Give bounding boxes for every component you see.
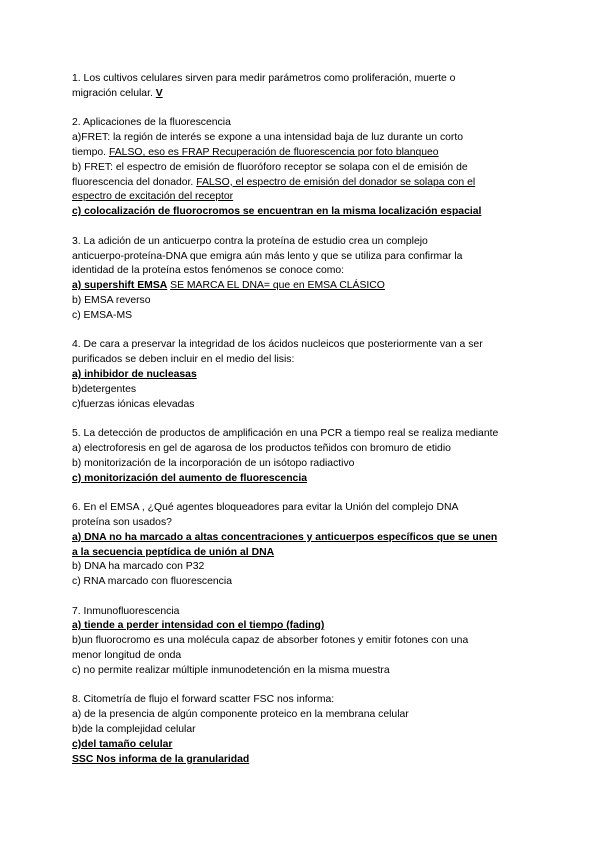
question-8-text: 8. Citometría de flujo el forward scatter FSC nos informa:: [72, 694, 335, 706]
question-2-option-b: b) FRET: el espectro de emisión de fluoróforo receptor se solapa con el de emisión de: [72, 161, 468, 173]
question-8: [72, 693, 532, 767]
question-7-text: 7. Inmunofluorescencia: [72, 605, 180, 617]
question-3-option-a-correct: a) supershift EMSA: [72, 280, 168, 292]
question-3-option-c: c) EMSA-MS: [72, 309, 133, 321]
question-2-title: 2. Aplicaciones de la fluorescencia: [72, 117, 231, 129]
question-1-answer: V: [155, 87, 163, 99]
question-5-text: 5. La detección de productos de amplificación en una PCR a tiempo real se realiza mediante: [72, 428, 499, 440]
question-2-option-a-note: FALSO, eso es FRAP Recuperación de fluorescencia por foto blanqueo: [108, 146, 439, 158]
question-2-option-b-cont: fluorescencia del donador.: [72, 176, 194, 188]
question-7-option-b: b)un fluorocromo es una molécula capaz de absorber fotones y emitir fotones con una: [72, 635, 469, 647]
question-7: [72, 605, 532, 679]
question-8-option-a: a) de la presencia de algún componente proteico en la membrana celular: [72, 709, 409, 721]
question-2: [72, 116, 532, 220]
question-8-option-c-correct: c)del tamaño celular: [72, 738, 173, 750]
question-2-option-c-correct: c) colocalización de fluorocromos se encuentran en la misma localización espacial: [72, 206, 482, 218]
question-6-option-a-correct-cont: a la secuencia peptídica de unión al DNA: [72, 546, 275, 558]
question-6-text-2: proteína son usados?: [72, 516, 172, 528]
question-7-option-c: c) no permite realizar múltiple inmunodetención en la misma muestra: [72, 664, 390, 676]
question-7-option-b-cont: menor longitud de onda: [72, 650, 182, 662]
question-1: [72, 72, 532, 102]
question-1-text-cont: migración celular.: [72, 87, 153, 99]
question-3-option-a-note: SE MARCA EL DNA= que en EMSA CLÁSICO: [170, 280, 385, 292]
question-8-note: SSC Nos informa de la granularidad: [72, 753, 250, 765]
question-3-text: 3. La adición de un anticuerpo contra la proteína de estudio crea un complejo: [72, 235, 428, 247]
question-6-text: 6. En el EMSA , ¿Qué agentes bloqueadores para evitar la Unión del complejo DNA: [72, 502, 459, 514]
question-6-option-b: b) DNA ha marcado con P32: [72, 561, 205, 573]
question-6-option-a-correct: a) DNA no ha marcado a altas concentraciones y anticuerpos específicos que se unen: [72, 531, 498, 543]
question-2-option-b-note-cont: espectro de excitación del receptor: [72, 191, 234, 203]
question-6: [72, 501, 532, 590]
question-3-text-3: identidad de la proteína estos fenómenos se conoce como:: [72, 265, 345, 277]
question-2-option-a: a)FRET: la región de interés se expone a una intensidad baja de luz durante un corto: [72, 132, 464, 144]
question-7-option-a-correct: a) tiende a perder intensidad con el tiempo (fading): [72, 620, 325, 632]
question-2-option-b-note: FALSO, el espectro de emisión del donador se solapa con el: [196, 176, 476, 188]
question-3: [72, 235, 532, 324]
question-4-option-c: c)fuerzas iónicas elevadas: [72, 398, 195, 410]
question-4-text: 4. De cara a preservar la integridad de los ácidos nucleicos que posteriormente van a ser: [72, 339, 483, 351]
question-2-option-a-cont: tiempo.: [72, 146, 107, 158]
question-5-option-b: b) monitorización de la incorporación de un isótopo radiactivo: [72, 457, 355, 469]
question-5-option-a: a) electroforesis en gel de agarosa de los productos teñidos con bromuro de etidio: [72, 442, 451, 454]
question-5-option-c-correct: c) monitorización del aumento de fluorescencia: [72, 472, 307, 484]
document-body: [72, 72, 532, 782]
question-8-option-b: b)de la complejidad celular: [72, 724, 196, 736]
question-4-text-2: purificados se deben incluir en el medio del lisis:: [72, 354, 295, 366]
question-4: [72, 338, 532, 412]
question-6-option-c: c) RNA marcado con fluorescencia: [72, 576, 232, 588]
question-4-option-b: b)detergentes: [72, 383, 137, 395]
question-3-option-b: b) EMSA reverso: [72, 294, 151, 306]
question-5: [72, 427, 532, 486]
question-3-text-2: anticuerpo-proteína-DNA que emigra aún más lento y que se utiliza para confirmar la: [72, 250, 463, 262]
question-4-option-a-correct: a) inhibidor de nucleasas: [72, 368, 197, 380]
question-1-text: 1. Los cultivos celulares sirven para medir parámetros como proliferación, muerte o: [72, 73, 456, 84]
